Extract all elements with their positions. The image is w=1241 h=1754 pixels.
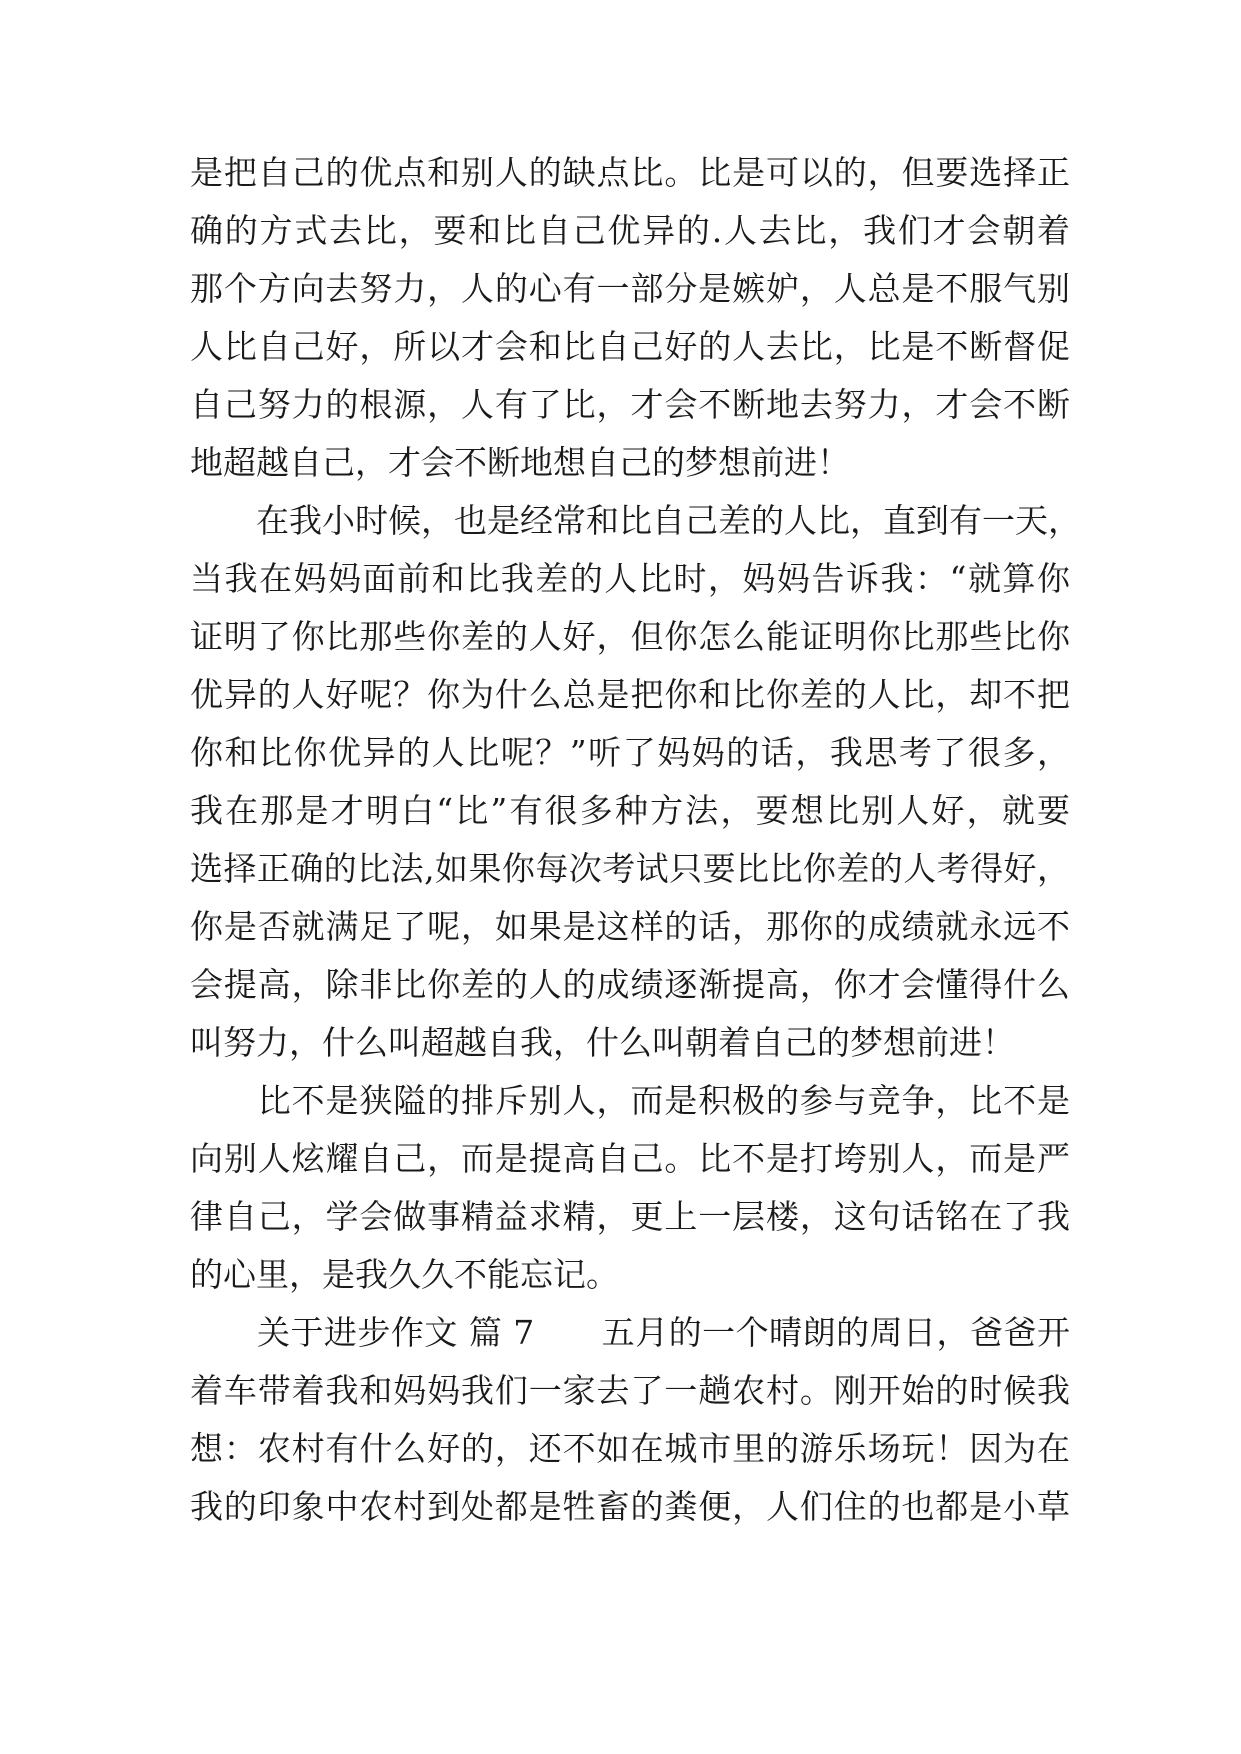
paragraph-2: [190, 492, 1081, 1072]
text-line: 的心里，是我久久不能忘记。: [190, 1255, 619, 1294]
text-line: 着车带着我和妈妈我们一家去了一趟农村。刚开始的时候我: [190, 1371, 1070, 1410]
paragraph-1: [190, 144, 1070, 492]
text-line: 自己努力的根源，人有了比，才会不断地去努力，才会不断: [190, 385, 1070, 424]
text-line: 关于进步作文 篇 7 五月的一个晴朗的周日，爸爸开: [190, 1313, 1070, 1352]
text-line: 优异的人好呢？你为什么总是把你和比你差的人比，却不把: [190, 675, 1070, 714]
text-line: 向别人炫耀自己，而是提高自己。比不是打垮别人，而是严: [190, 1139, 1070, 1178]
text-line: 想：农村有什么好的，还不如在城市里的游乐场玩！因为在: [190, 1429, 1070, 1468]
paragraph-3: [190, 1072, 1070, 1304]
text-line: 比不是狭隘的排斥别人，而是积极的参与竞争，比不是: [190, 1081, 1070, 1120]
text-line: 当我在妈妈面前和比我差的人比时，妈妈告诉我：“就算你: [190, 559, 1070, 598]
text-line: 在我小时候，也是经常和比自己差的人比，直到有一天，: [190, 501, 1081, 540]
text-line: 我在那是才明白“比”有很多种方法，要想比别人好，就要: [190, 791, 1070, 830]
text-line: 会提高，除非比你差的人的成绩逐渐提高，你才会懂得什么: [190, 965, 1070, 1004]
text-line: 选择正确的比法,如果你每次考试只要比比你差的人考得好，: [190, 849, 1070, 888]
text-line: 地超越自己，才会不断地想自己的梦想前进！: [190, 443, 850, 482]
text-line: 你是否就满足了呢，如果是这样的话，那你的成绩就永远不: [190, 907, 1070, 946]
text-line: 叫努力，什么叫超越自我，什么叫朝着自己的梦想前进！: [190, 1023, 1015, 1062]
paragraph-4: [190, 1304, 1070, 1536]
text-line: 那个方向去努力，人的心有一部分是嫉妒，人总是不服气别: [190, 269, 1070, 308]
text-line: 人比自己好，所以才会和比自己好的人去比，比是不断督促: [190, 327, 1070, 366]
text-line: 确的方式去比，要和比自己优异的.人去比，我们才会朝着: [190, 211, 1070, 250]
text-line: 是把自己的优点和别人的缺点比。比是可以的，但要选择正: [190, 153, 1070, 192]
text-line: 我的印象中农村到处都是牲畜的粪便，人们住的也都是小草: [190, 1487, 1070, 1526]
body-text: [190, 144, 1081, 1536]
text-line: 律自己，学会做事精益求精，更上一层楼，这句话铭在了我: [190, 1197, 1070, 1236]
text-line: 证明了你比那些你差的人好，但你怎么能证明你比那些比你: [190, 617, 1070, 656]
text-line: 你和比你优异的人比呢？”听了妈妈的话，我思考了很多，: [190, 733, 1070, 772]
